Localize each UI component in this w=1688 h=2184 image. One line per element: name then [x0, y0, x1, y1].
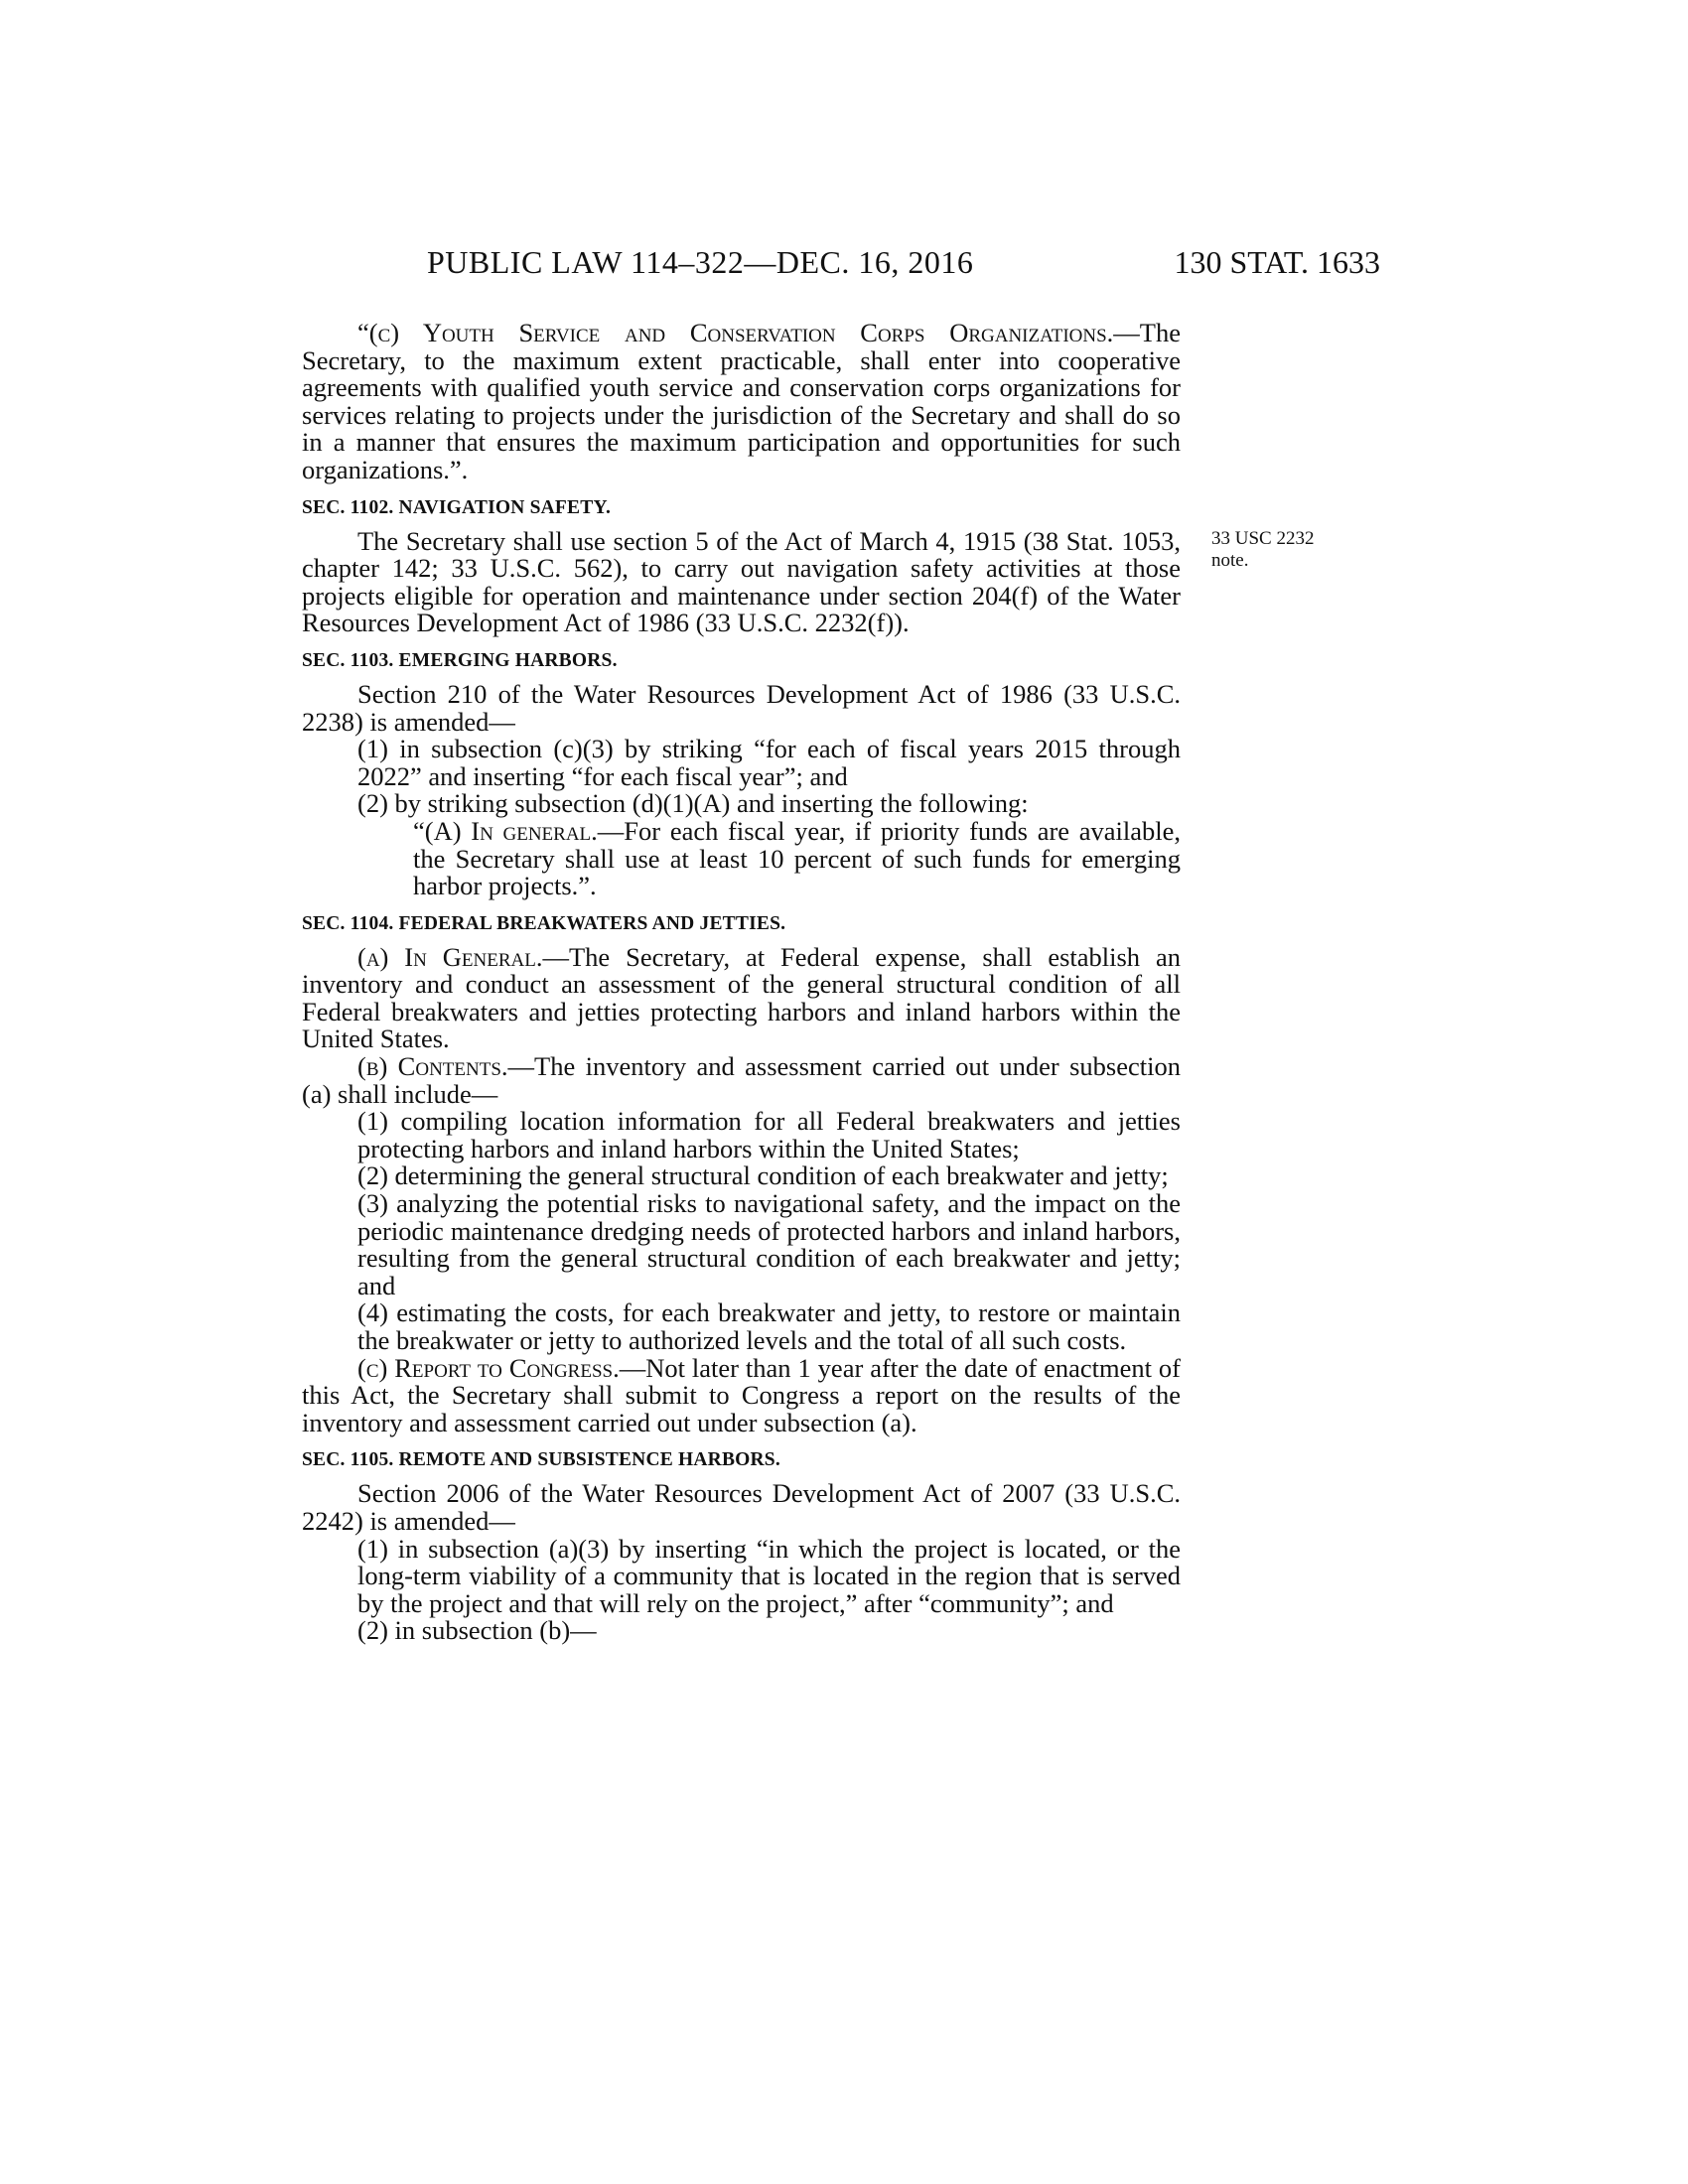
section-1105-item-2: (2) in subsection (b)—	[357, 1615, 597, 1646]
subsection-text: —The Secretary, at Federal expense, shall establish an inventory and conduct an assessment of the general structural condition of all Federal breakwaters and jetties protecting harbors and inland harbors within the United States.	[302, 941, 1181, 1054]
section-heading-1105: SEC. 1105. REMOTE AND SUBSISTENCE HARBORS.	[302, 1449, 780, 1471]
section-1104-c	[302, 1352, 1181, 1437]
margin-note	[1211, 528, 1314, 572]
margin-note-suffix: note.	[1211, 550, 1249, 571]
section-1103-item-1	[302, 736, 1181, 790]
subsection-text: —Not later than 1 year after the date of enactment of this Act, the Secretary shall submit to Congress a report on the results of the inventory and assessment carried out under subsection (a).	[302, 1352, 1181, 1437]
item-text: (2) by striking subsection (d)(1)(A) and inserting the following:	[357, 788, 1029, 819]
quote-text: —For each fiscal year, if priority funds are available, the Secretary shall use at least 10 percent of such funds for emerging harbor projects.”.	[413, 815, 1182, 901]
item-text: (1) in subsection (c)(3) by striking “for each of fiscal years 2015 through 2022” and inserting “for each fiscal year”; and	[357, 734, 1181, 791]
section-1104-b4: (4) estimating the costs, for each breakwater and jetty, to restore or maintain the breakwater or jetty to authorized levels and the total of all such costs.	[357, 1297, 1181, 1355]
section-1104-a	[302, 941, 1181, 1054]
section-1104-b2: (2) determining the general structural condition of each breakwater and jetty;	[357, 1160, 1169, 1191]
subsection-label: (b) Contents.	[357, 1051, 508, 1082]
subsection-label: (c) Report to Congress.	[357, 1352, 620, 1383]
subsection-text: —The Secretary, to the maximum extent practicable, shall enter into cooperative agreements with qualified youth service and conservation corps organizations for services relating to projects under the jurisdiction of the Secretary and shall do so in a manner that ensures the maximum participation and opportunities for such organizations.”.	[302, 318, 1181, 484]
margin-note-citation: 33 USC 2232	[1211, 528, 1315, 549]
section-1105-intro: Section 2006 of the Water Resources Development Act of 2007 (33 U.S.C. 2242) is amended—	[302, 1478, 1181, 1536]
page-header	[0, 244, 1688, 284]
section-heading-1103: SEC. 1103. EMERGING HARBORS.	[302, 649, 618, 671]
document-body	[302, 320, 1181, 1645]
section-1105-item-1: (1) in subsection (a)(3) by inserting “in which the project is located, or the long-term viability of a community that is located in the region that is served by the project and that will rely on the project,” after “community”; and	[357, 1533, 1181, 1618]
section-1102-text: The Secretary shall use section 5 of the Act of March 4, 1915 (38 Stat. 1053, chapter 142; 33 U.S.C. 562), to carry out navigation safety activities at those projects eligible for operation and maintenance under section 204(f) of the Water Resources Development Act of 1986 (33 U.S.C. 2232(f)).	[302, 525, 1181, 638]
subsection-text: —The inventory and assessment carried out under subsection (a) shall include—	[302, 1051, 1181, 1109]
page-title: PUBLIC LAW 114–322—DEC. 16, 2016	[427, 244, 974, 280]
section-1104-b1: (1) compiling location information for all Federal breakwaters and jetties protecting harbors and inland harbors within the United States;	[357, 1106, 1181, 1163]
section-1104-b3: (3) analyzing the potential risks to navigational safety, and the impact on the periodic maintenance dredging needs of protected harbors and inland harbors, resulting from the general structural condition of each breakwater and jetty; and	[357, 1188, 1181, 1300]
quote-heading: “(A) In general.	[413, 815, 598, 846]
section-1104-b	[302, 1053, 1181, 1108]
page-number: 130 STAT. 1633	[1174, 244, 1380, 280]
subsection-heading: “(c) Youth Service and Conservation Corps Organizations.	[357, 318, 1114, 347]
subsection-label: (a) In General.	[357, 941, 543, 972]
subsection-c-youth	[302, 320, 1181, 484]
section-1103-quoted-a	[302, 815, 1182, 901]
section-heading-1102: SEC. 1102. NAVIGATION SAFETY.	[302, 496, 612, 518]
section-1103-item-2	[302, 790, 1181, 818]
section-1103-intro: Section 210 of the Water Resources Development Act of 1986 (33 U.S.C. 2238) is amended—	[302, 678, 1181, 737]
section-heading-1104: SEC. 1104. FEDERAL BREAKWATERS AND JETTIES.	[302, 912, 786, 934]
